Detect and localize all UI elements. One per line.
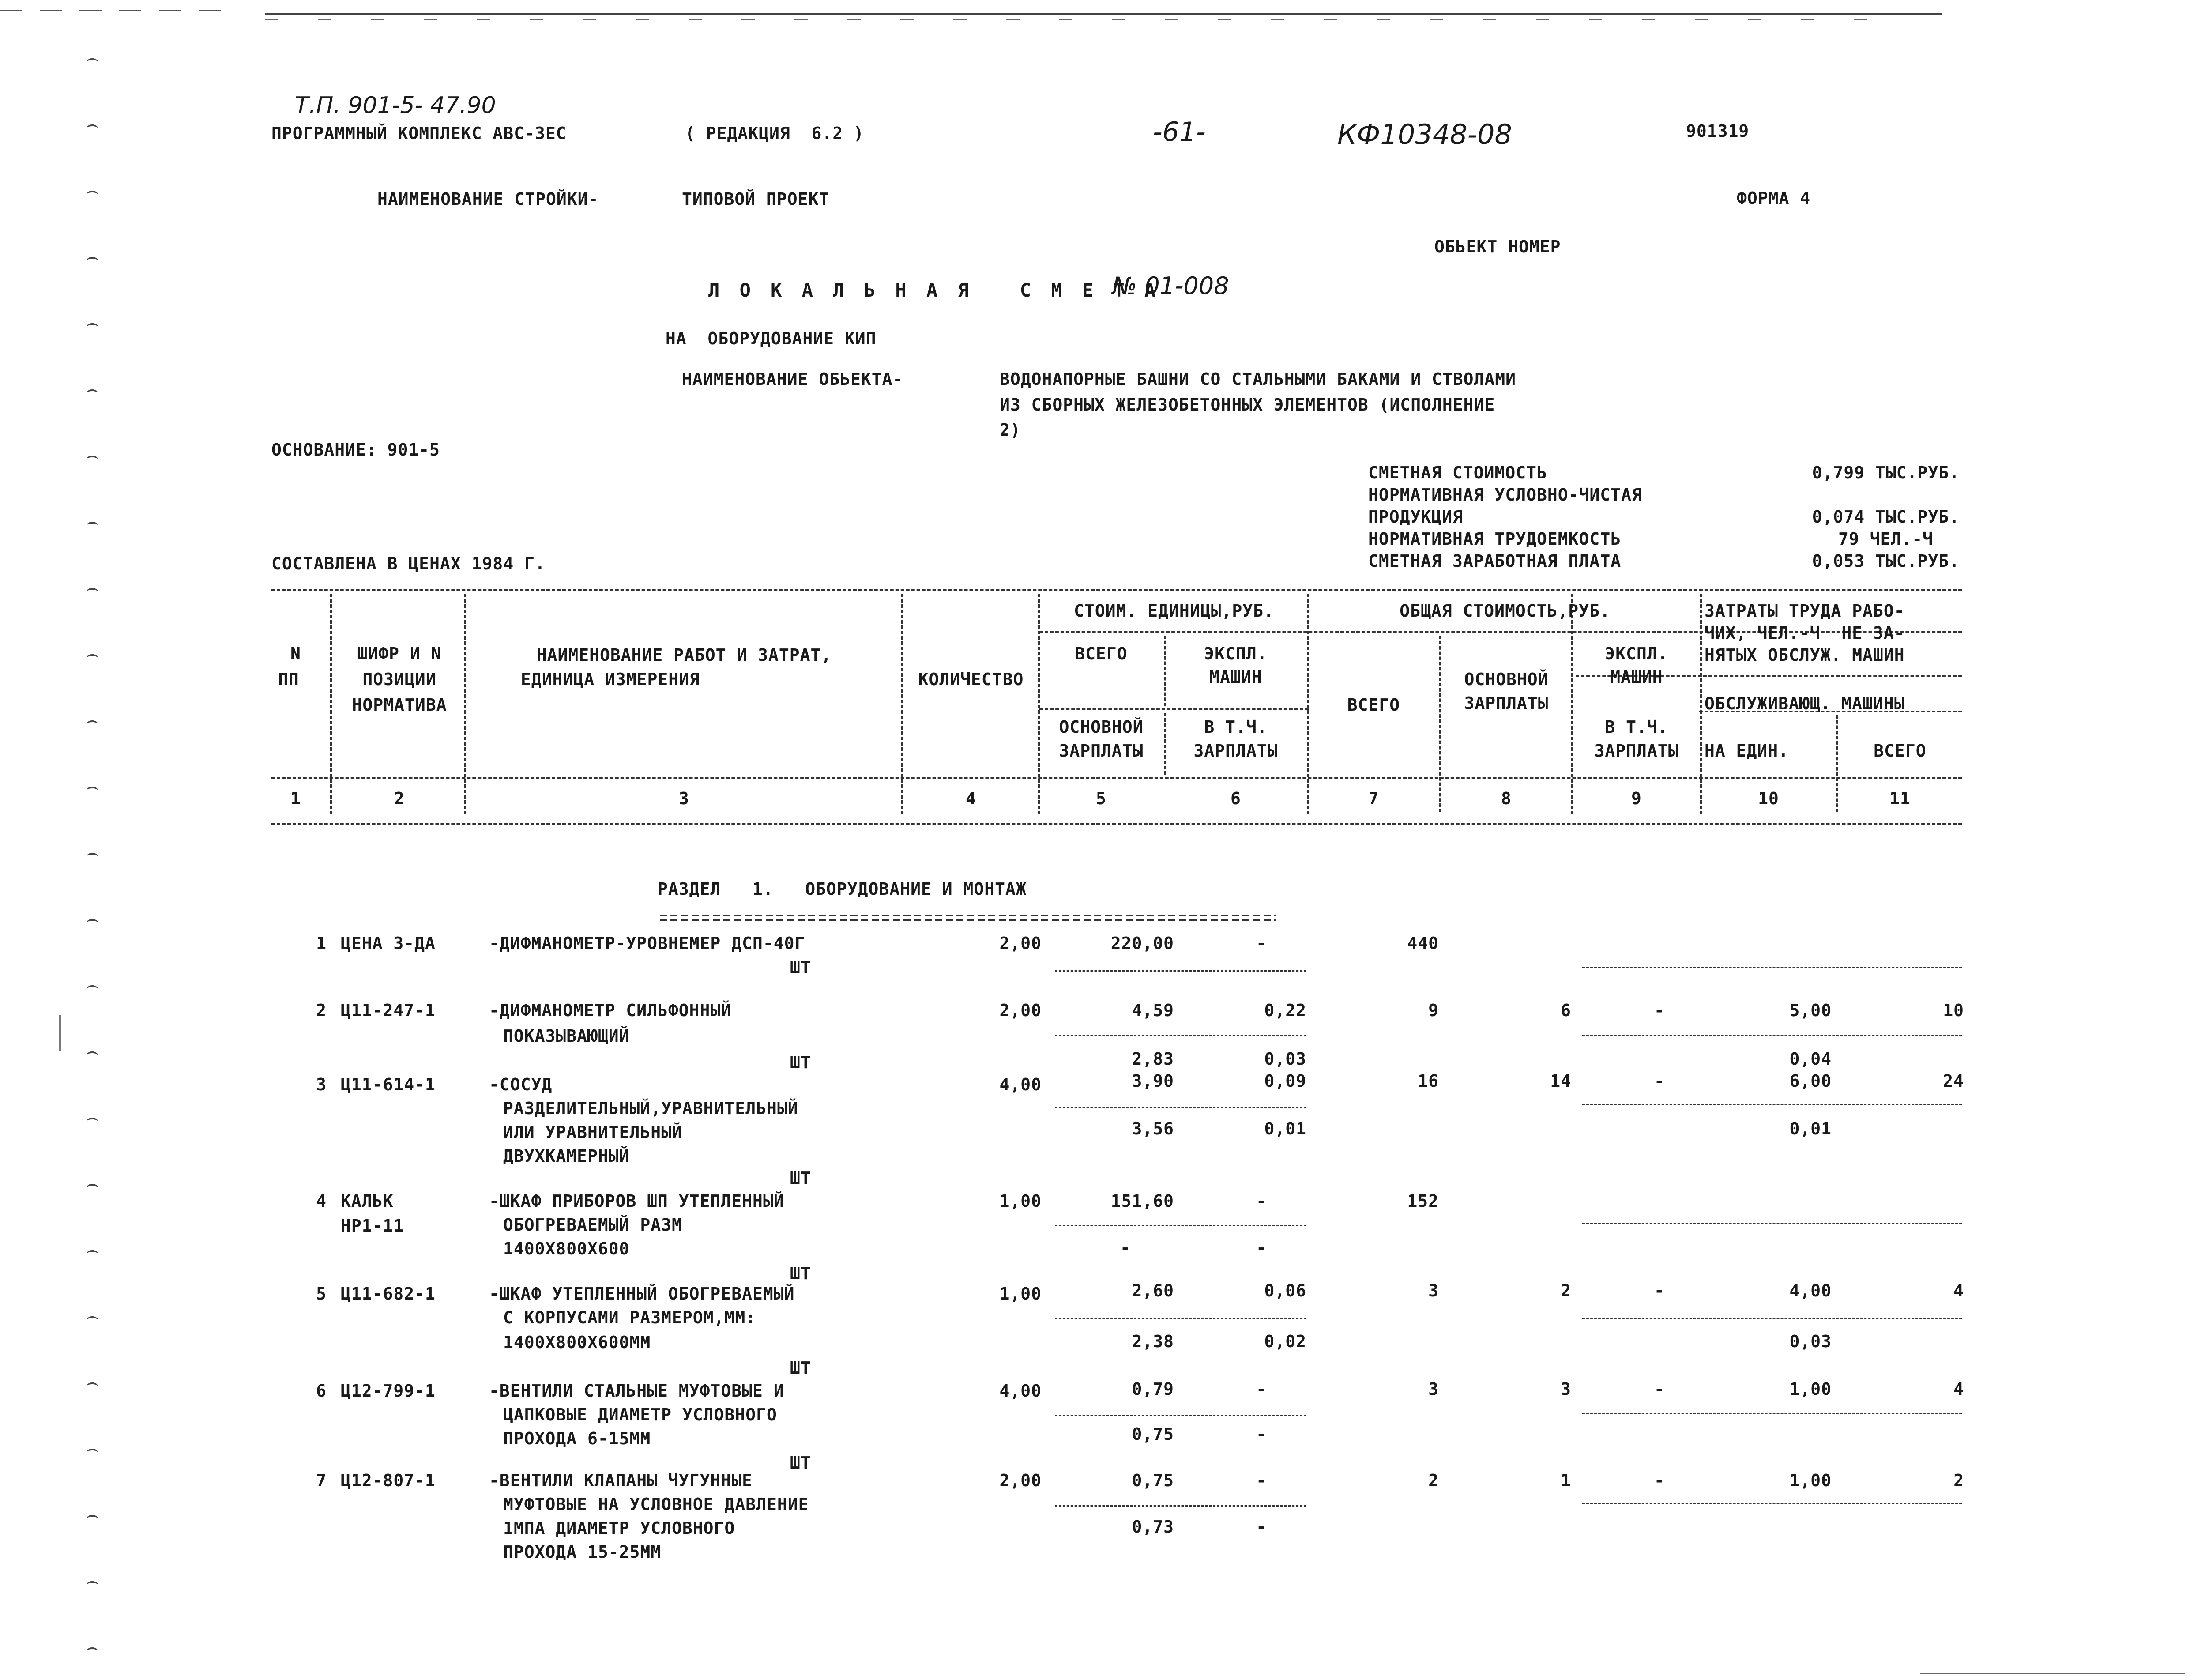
unit-salary-header-line: ОСНОВНОЙ xyxy=(1059,717,1144,737)
form-label: ФОРМА 4 xyxy=(1737,188,1811,208)
row-unit-salary: 2,38 xyxy=(1132,1332,1174,1351)
row-total: 16 xyxy=(1418,1071,1439,1091)
document-code: КФ10348-08 xyxy=(1337,118,1512,151)
row-code: ЦЕНА 3-ДА xyxy=(341,934,436,953)
row-code: Ц11-682-1 xyxy=(341,1284,436,1303)
row-total-expl: - xyxy=(1654,1379,1665,1399)
row-unit-salary: - xyxy=(1120,1238,1131,1258)
row-unit: ШТ xyxy=(790,1264,811,1283)
row-unit-expl: 0,22 xyxy=(1264,1001,1306,1020)
object-label: НАИМЕНОВАНИЕ ОБЬЕКТА- xyxy=(682,369,903,389)
document-title: Л О К А Л Ь Н А Я С М Е Т А xyxy=(708,279,1160,301)
total-expl-header-line: ЭКСПЛ. xyxy=(1605,644,1668,663)
row-code: КАЛЬК xyxy=(341,1191,394,1211)
row-unit-expl-salary: 0,01 xyxy=(1264,1119,1306,1138)
row-machine-labor: 0,01 xyxy=(1789,1119,1832,1138)
row-number: 1 xyxy=(316,934,327,953)
row-machine-labor: 0,03 xyxy=(1789,1332,1832,1351)
row-number: 4 xyxy=(316,1191,327,1211)
summary-value: 0,074 ТЫС.РУБ. xyxy=(1812,507,1960,527)
row-total-expl: - xyxy=(1654,1281,1665,1300)
row-name: ПРОХОДА 15-25ММ xyxy=(503,1542,662,1562)
total-salary-header-line: ОСНОВНОЙ xyxy=(1464,670,1549,689)
col-number: 1 xyxy=(290,789,301,808)
row-quantity: 2,00 xyxy=(999,1471,1042,1490)
row-quantity: 4,00 xyxy=(999,1381,1042,1401)
col4-header: КОЛИЧЕСТВО xyxy=(918,670,1024,689)
row-name: -ШКАФ УТЕПЛЕННЫЙ ОБОГРЕВАЕМЫЙ xyxy=(489,1284,795,1303)
row-unit-total: 0,75 xyxy=(1132,1471,1174,1490)
col3-header-line: ЕДИНИЦА ИЗМЕРЕНИЯ xyxy=(521,670,700,689)
summary-value: 79 ЧЕЛ.-Ч xyxy=(1838,529,1933,549)
object-line-1: ВОДОНАПОРНЫЕ БАШНИ СО СТАЛЬНЫМИ БАКАМИ И СТВОЛАМИ xyxy=(1000,369,1516,389)
total-cost-header: ОБЩАЯ СТОИМОСТЬ,РУБ. xyxy=(1400,601,1611,621)
row-number: 7 xyxy=(316,1471,327,1490)
row-total-salary: 1 xyxy=(1561,1471,1571,1490)
row-unit-expl: - xyxy=(1256,934,1267,953)
row-labor-per-unit: 6,00 xyxy=(1789,1071,1832,1091)
unit-incl-salary-header-line: В Т.Ч. xyxy=(1204,717,1268,737)
row-unit-expl-salary: - xyxy=(1256,1238,1267,1258)
row-name: 1400Х800Х600ММ xyxy=(503,1333,651,1352)
row-unit-total: 4,59 xyxy=(1132,1001,1174,1020)
col-number: 11 xyxy=(1889,789,1911,808)
col-number: 5 xyxy=(1096,789,1106,808)
row-labor-total: 24 xyxy=(1943,1071,1964,1091)
summary-value: 0,799 ТЫС.РУБ. xyxy=(1812,463,1960,482)
edition: ( РЕДАКЦИЯ 6.2 ) xyxy=(685,124,864,143)
row-unit: ШТ xyxy=(790,957,811,977)
row-total: 152 xyxy=(1407,1191,1439,1211)
page-number: -61- xyxy=(1153,117,1206,147)
col-number: 6 xyxy=(1230,789,1241,808)
row-quantity: 2,00 xyxy=(999,1001,1042,1020)
row-machine-labor: 0,04 xyxy=(1789,1049,1832,1069)
summary-label: НОРМАТИВНАЯ УСЛОВНО-ЧИСТАЯ xyxy=(1368,485,1642,505)
row-name: ПОКАЗЫВАЮЩИЙ xyxy=(503,1026,630,1046)
col2-header-line: НОРМАТИВА xyxy=(352,695,447,715)
total-incl-salary-header-line: ЗАРПЛАТЫ xyxy=(1594,741,1679,761)
row-unit-total: 0,79 xyxy=(1132,1379,1174,1399)
row-total: 440 xyxy=(1407,934,1439,953)
row-unit-total: 2,60 xyxy=(1132,1281,1174,1300)
summary-label: ПРОДУКЦИЯ xyxy=(1368,507,1463,527)
row-unit-salary: 0,73 xyxy=(1132,1517,1174,1537)
row-number: 3 xyxy=(316,1075,327,1094)
row-number: 2 xyxy=(316,1001,327,1020)
handwritten-project-code: Т.П. 901-5- 47.90 xyxy=(295,92,496,119)
row-quantity: 4,00 xyxy=(999,1075,1042,1094)
col-number: 2 xyxy=(394,789,405,808)
total-salary-header-line: ЗАРПЛАТЫ xyxy=(1464,693,1549,713)
row-unit-expl: 0,09 xyxy=(1264,1071,1306,1091)
row-number: 5 xyxy=(316,1284,327,1303)
labor-header-line: НЯТЫХ ОБСЛУЖ. МАШИН xyxy=(1705,645,1905,665)
total-expl-header-line: МАШИН xyxy=(1610,667,1663,687)
col-number: 9 xyxy=(1631,789,1642,808)
labor-per-unit-header: НА ЕДИН. xyxy=(1705,741,1789,761)
unit-expl-header-line: ЭКСПЛ. xyxy=(1204,644,1268,663)
document-number: 901319 xyxy=(1686,121,1750,141)
row-unit-expl: - xyxy=(1256,1191,1267,1211)
row-name: 1400Х800Х600 xyxy=(503,1239,630,1258)
col2-header-line: ШИФР И N xyxy=(357,644,442,663)
row-number: 6 xyxy=(316,1381,327,1401)
row-name: -СОСУД xyxy=(489,1075,553,1094)
row-labor-per-unit: 1,00 xyxy=(1789,1471,1832,1490)
section-underline xyxy=(660,915,1276,921)
row-quantity: 1,00 xyxy=(999,1284,1042,1303)
row-labor-total: 4 xyxy=(1953,1281,1964,1300)
row-unit-total: 220,00 xyxy=(1110,934,1174,953)
row-code: НР1-11 xyxy=(341,1216,404,1236)
row-total: 3 xyxy=(1428,1379,1439,1399)
row-name: -ВЕНТИЛИ КЛАПАНЫ ЧУГУННЫЕ xyxy=(489,1471,753,1490)
row-name: 1МПА ДИАМЕТР УСЛОВНОГО xyxy=(503,1518,735,1538)
row-name: ДВУХКАМЕРНЫЙ xyxy=(503,1146,630,1166)
row-unit: ШТ xyxy=(790,1168,811,1188)
col-number: 4 xyxy=(966,789,976,808)
unit-cost-header: СТОИМ. ЕДИНИЦЫ,РУБ. xyxy=(1074,601,1274,621)
col-number: 3 xyxy=(679,789,689,808)
row-total: 3 xyxy=(1428,1281,1439,1300)
row-unit-salary: 0,75 xyxy=(1132,1424,1174,1444)
object-line-3: 2) xyxy=(1000,420,1021,440)
row-quantity: 2,00 xyxy=(999,934,1042,953)
labor-header-line: ЗАТРАТЫ ТРУДА РАБО- xyxy=(1705,601,1905,621)
document-title-number: № 01-008 xyxy=(1112,272,1229,300)
row-quantity: 1,00 xyxy=(999,1191,1042,1211)
summary-value: 0,053 ТЫС.РУБ. xyxy=(1812,551,1960,571)
row-labor-total: 10 xyxy=(1943,1001,1964,1020)
row-total: 9 xyxy=(1428,1001,1439,1020)
row-name: С КОРПУСАМИ РАЗМЕРОМ,ММ: xyxy=(503,1308,756,1327)
basis: ОСНОВАНИЕ: 901-5 xyxy=(271,440,440,460)
row-name: -ДИФМАНОМЕТР СИЛЬФОННЫЙ xyxy=(489,1001,732,1020)
construction-value: ТИПОВОЙ ПРОЕКТ xyxy=(682,189,830,209)
row-unit-expl-salary: 0,03 xyxy=(1264,1049,1306,1069)
object-number-label: ОБЬЕКТ НОМЕР xyxy=(1434,237,1561,256)
total-all-header: ВСЕГО xyxy=(1347,695,1400,715)
row-unit-expl: - xyxy=(1256,1471,1267,1490)
unit-expl-header-line: МАШИН xyxy=(1209,667,1262,687)
row-name: -ДИФМАНОМЕТР-УРОВНЕМЕР ДСП-40Г xyxy=(489,934,805,953)
col-number: 8 xyxy=(1501,789,1512,808)
col-number: 10 xyxy=(1758,789,1779,808)
col-number: 7 xyxy=(1368,789,1379,808)
section-heading: РАЗДЕЛ 1. ОБОРУДОВАНИЕ И МОНТАЖ xyxy=(658,879,1027,899)
row-code: Ц12-807-1 xyxy=(341,1471,436,1490)
summary-label: СМЕТНАЯ ЗАРАБОТНАЯ ПЛАТА xyxy=(1368,551,1622,571)
row-unit-total: 3,90 xyxy=(1132,1071,1174,1091)
row-total: 2 xyxy=(1428,1471,1439,1490)
object-line-2: ИЗ СБОРНЫХ ЖЕЛЕЗОБЕТОННЫХ ЭЛЕМЕНТОВ (ИСПОЛНЕНИЕ xyxy=(1000,395,1495,414)
row-labor-per-unit: 1,00 xyxy=(1789,1379,1832,1399)
row-total-expl: - xyxy=(1654,1471,1665,1490)
col2-header-line: ПОЗИЦИИ xyxy=(362,670,436,689)
unit-incl-salary-header-line: ЗАРПЛАТЫ xyxy=(1193,741,1278,761)
row-unit-salary: 3,56 xyxy=(1132,1119,1174,1138)
row-unit: ШТ xyxy=(790,1053,811,1072)
row-name: ЦАПКОВЫЕ ДИАМЕТР УСЛОВНОГО xyxy=(503,1405,777,1424)
summary-label: СМЕТНАЯ СТОИМОСТЬ xyxy=(1368,463,1547,482)
summary-label: НОРМАТИВНАЯ ТРУДОЕМКОСТЬ xyxy=(1368,529,1622,549)
row-name: ПРОХОДА 6-15ММ xyxy=(503,1429,651,1448)
row-labor-total: 2 xyxy=(1953,1471,1964,1490)
col3-header-line: НАИМЕНОВАНИЕ РАБОТ И ЗАТРАТ, xyxy=(536,645,832,665)
row-name: -ШКАФ ПРИБОРОВ ШП УТЕПЛЕННЫЙ xyxy=(489,1191,784,1211)
row-name: МУФТОВЫЕ НА УСЛОВНОЕ ДАВЛЕНИЕ xyxy=(503,1495,809,1514)
row-unit-expl: - xyxy=(1256,1379,1267,1399)
row-unit: ШТ xyxy=(790,1453,811,1473)
row-code: Ц12-799-1 xyxy=(341,1381,436,1401)
row-unit-expl-salary: - xyxy=(1256,1424,1267,1444)
row-total-salary: 14 xyxy=(1550,1071,1571,1091)
row-total-expl: - xyxy=(1654,1071,1665,1091)
row-total-salary: 6 xyxy=(1561,1001,1571,1020)
labor-header-line: ЧИХ, ЧЕЛ.-Ч НЕ ЗА- xyxy=(1705,623,1905,643)
row-code: Ц11-247-1 xyxy=(341,1001,436,1020)
row-total-salary: 2 xyxy=(1561,1281,1571,1300)
row-unit-expl-salary: 0,02 xyxy=(1264,1332,1306,1351)
col1-header-line: N xyxy=(290,644,301,663)
row-name: ИЛИ УРАВНИТЕЛЬНЫЙ xyxy=(503,1123,682,1142)
row-labor-per-unit: 5,00 xyxy=(1789,1001,1832,1020)
unit-total-header: ВСЕГО xyxy=(1075,644,1128,663)
construction-label: НАИМЕНОВАНИЕ СТРОЙКИ- xyxy=(377,189,599,209)
price-level: СОСТАВЛЕНА В ЦЕНАХ 1984 Г. xyxy=(271,554,546,573)
row-name: ОБОГРЕВАЕМЫЙ РАЗМ xyxy=(503,1215,682,1235)
row-unit-total: 151,60 xyxy=(1110,1191,1174,1211)
col1-header-line: ПП xyxy=(278,670,299,689)
labor-machines-header: ОБСЛУЖИВАЮЩ. МАШИНЫ xyxy=(1705,694,1905,713)
row-unit-expl-salary: - xyxy=(1256,1517,1267,1537)
document-subject: НА ОБОРУДОВАНИЕ КИП xyxy=(666,329,877,348)
row-name: -ВЕНТИЛИ СТАЛЬНЫЕ МУФТОВЫЕ И xyxy=(489,1381,784,1401)
row-unit: ШТ xyxy=(790,1358,811,1378)
total-incl-salary-header-line: В Т.Ч. xyxy=(1605,717,1668,737)
row-total-expl: - xyxy=(1654,1001,1665,1020)
row-labor-per-unit: 4,00 xyxy=(1789,1281,1832,1300)
program-name: ПРОГРАММНЫЙ КОМПЛЕКС АВС-3ЕС xyxy=(271,124,567,143)
row-unit-expl: 0,06 xyxy=(1264,1281,1306,1300)
row-code: Ц11-614-1 xyxy=(341,1075,436,1094)
labor-total-header: ВСЕГО xyxy=(1874,741,1927,761)
row-labor-total: 4 xyxy=(1953,1379,1964,1399)
row-unit-salary: 2,83 xyxy=(1132,1049,1174,1069)
row-total-salary: 3 xyxy=(1561,1379,1571,1399)
unit-salary-header-line: ЗАРПЛАТЫ xyxy=(1059,741,1144,761)
row-name: РАЗДЕЛИТЕЛЬНЫЙ,УРАВНИТЕЛЬНЫЙ xyxy=(503,1099,798,1118)
